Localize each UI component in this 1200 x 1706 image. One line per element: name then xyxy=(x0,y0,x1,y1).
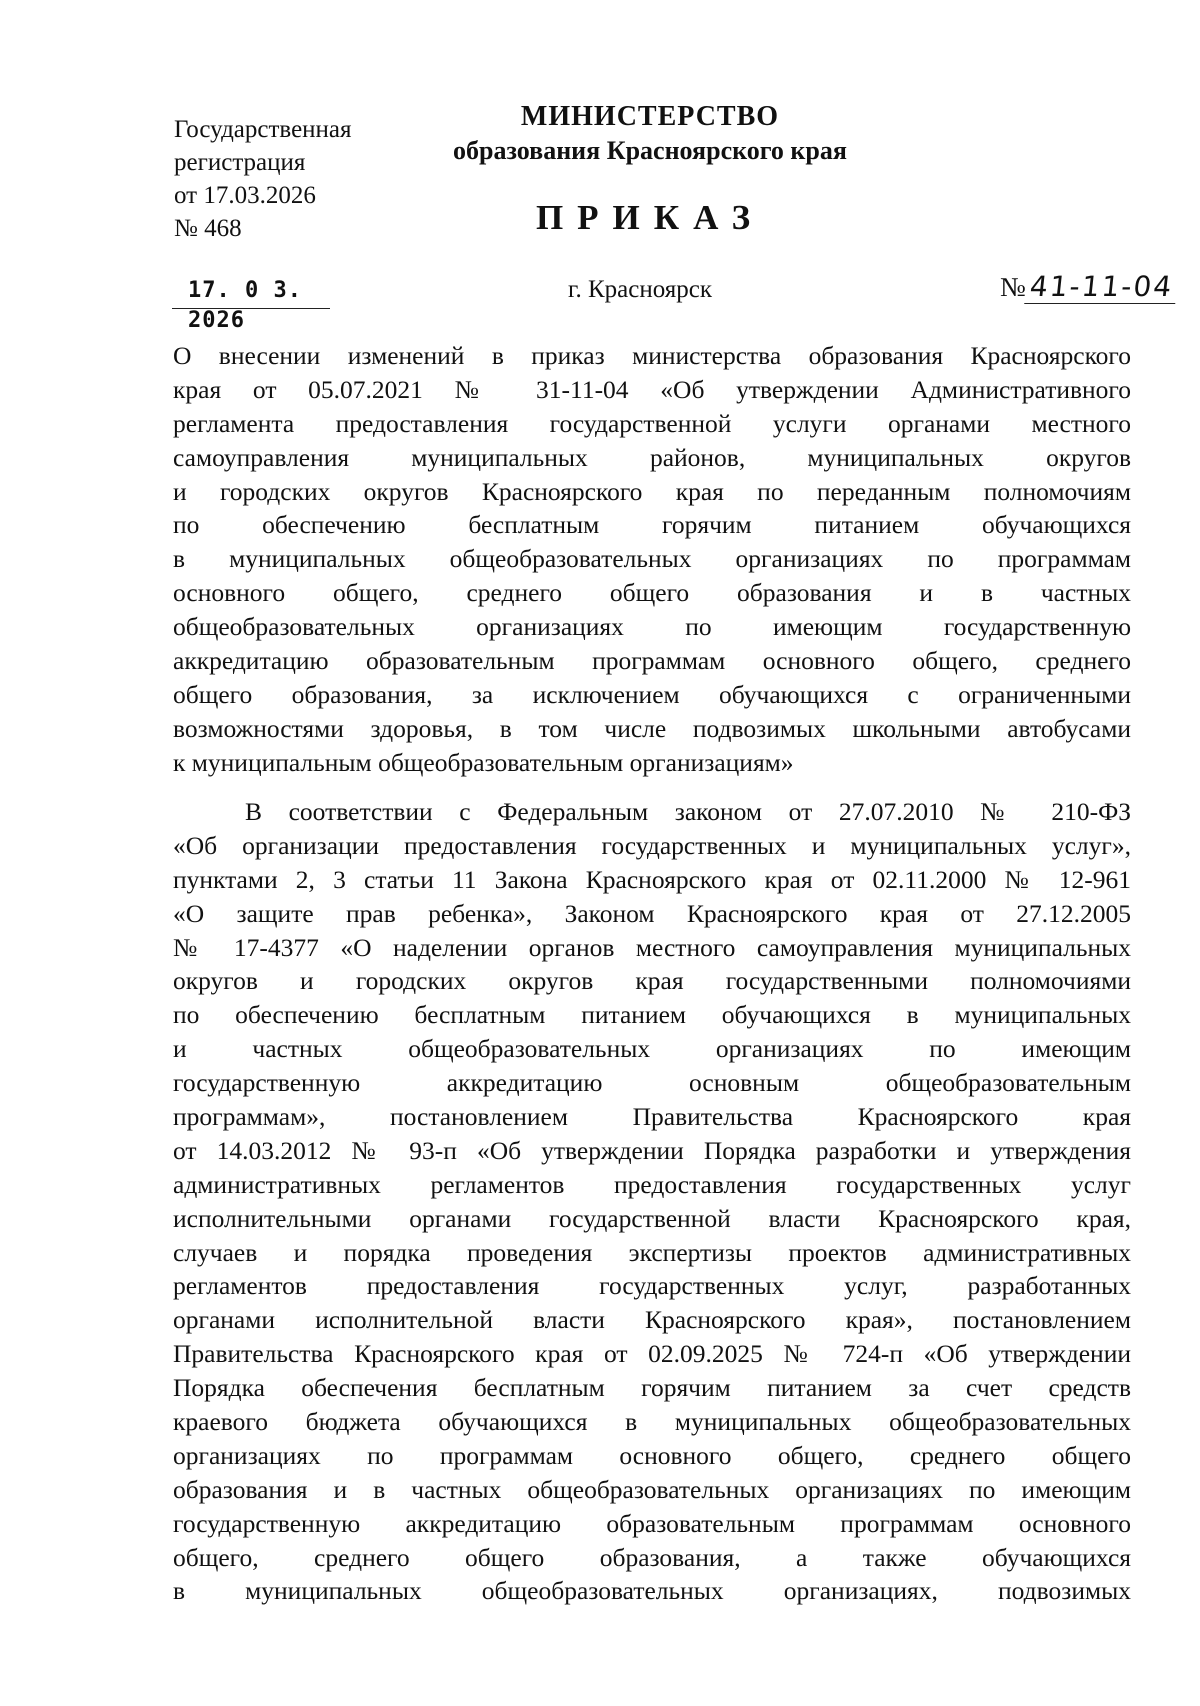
order-number xyxy=(1000,270,1177,304)
document-type-title: ПРИКАЗ xyxy=(535,198,765,237)
subject-line: аккредитацию образовательным программам основного общего, среднего xyxy=(173,646,1131,676)
body-line: органами исполнительной власти Красноярского края», постановлением xyxy=(173,1305,1131,1335)
subject-line: к муниципальным общеобразовательным организациям» xyxy=(173,747,794,777)
subject-line: регламента предоставления государственной услуги органами местного xyxy=(173,408,1131,438)
registration-line: Государственная xyxy=(174,116,352,143)
body-line: исполнительными органами государственной власти Красноярского края, xyxy=(173,1203,1131,1233)
ministry-subtitle: образования Красноярского края xyxy=(453,136,847,165)
subject-line: О внесении изменений в приказ министерства образования Красноярского xyxy=(173,341,1131,370)
ministry-header xyxy=(430,100,870,168)
ministry-name: МИНИСТЕРСТВО xyxy=(520,101,780,132)
body-line: административных регламентов предоставления государственных услуг xyxy=(173,1169,1131,1199)
subject-line: основного общего, среднего общего образования и в частных xyxy=(173,578,1131,608)
body-line: краевого бюджета обучающихся в муниципальных общеобразовательных xyxy=(173,1407,1131,1437)
subject-line: края от 05.07.2021 № 31-11-04 «Об утверждении Административного xyxy=(173,374,1131,404)
body-line: в муниципальных общеобразовательных организациях, подвозимых xyxy=(173,1576,1131,1606)
body-line: организациях по программам основного общего, среднего общего xyxy=(173,1440,1131,1470)
body-line: Правительства Красноярского края от 02.09.2025 № 724-п «Об утверждении xyxy=(173,1339,1131,1369)
body-line: регламентов предоставления государственных услуг, разработанных xyxy=(173,1271,1131,1301)
body-line: общего, среднего общего образования, а также обучающихся xyxy=(173,1542,1131,1572)
subject-line: в муниципальных общеобразовательных организациях по программам xyxy=(173,544,1131,574)
body-line: государственную аккредитацию образовательным программам основного xyxy=(173,1508,1131,1538)
body-line: государственную аккредитацию основным общеобразовательным xyxy=(173,1068,1131,1098)
body-line: Порядка обеспечения бесплатным горячим питанием за счет средств xyxy=(173,1373,1131,1403)
body-line: образования и в частных общеобразовательных организациях по имеющим xyxy=(173,1474,1131,1504)
registration-line: регистрация xyxy=(174,149,306,176)
date-stamp: 17. 0 3. 2026 xyxy=(172,276,330,309)
subject-line: самоуправления муниципальных районов, муниципальных округов xyxy=(173,442,1131,472)
subject-line: возможностями здоровья, в том числе подвозимых школьными автобусами xyxy=(173,713,1131,743)
subject-line: и городских округов Красноярского края по переданным полномочиям xyxy=(173,476,1131,506)
body-line: пунктами 2, 3 статьи 11 Закона Красноярского края от 02.11.2000 № 12-961 xyxy=(173,864,1131,894)
registration-number: № 468 xyxy=(174,215,242,242)
body-line: «О защите прав ребенка», Законом Красноярского края от 27.12.2005 xyxy=(173,898,1131,928)
body-line: «Об организации предоставления государственных и муниципальных услуг», xyxy=(173,830,1131,860)
body-line: округов и городских округов края государственными полномочиями xyxy=(173,966,1131,996)
subject-line: общего образования, за исключением обучающихся с ограниченными xyxy=(173,679,1131,709)
body-line: от 14.03.2012 № 93-п «Об утверждении Порядка разработки и утверждения xyxy=(173,1135,1131,1165)
body-line: по обеспечению бесплатным питанием обучающихся в муниципальных xyxy=(173,1000,1131,1030)
body-line: случаев и порядка проведения экспертизы проектов административных xyxy=(173,1237,1131,1267)
body-line: В соответствии с Федеральным законом от 27.07.2010 № 210-ФЗ xyxy=(245,797,1131,826)
subject-line: по обеспечению бесплатным горячим питанием обучающихся xyxy=(173,510,1131,540)
registration-block xyxy=(174,113,352,245)
body-line: и частных общеобразовательных организациях по имеющим xyxy=(173,1034,1131,1064)
subject-line: общеобразовательных организациях по имеющим государственную xyxy=(173,612,1131,642)
handwritten-order-number: 41-11-04 xyxy=(1024,270,1179,304)
number-sign: № xyxy=(1000,272,1026,302)
body-line: программам», постановлением Правительства Красноярского края xyxy=(173,1102,1131,1132)
order-subject xyxy=(173,339,1131,780)
registration-date: от 17.03.2026 xyxy=(174,182,316,209)
order-body xyxy=(173,795,1131,1608)
body-line: № 17-4377 «О наделении органов местного самоуправления муниципальных xyxy=(173,932,1131,962)
city-label: г. Красноярск xyxy=(568,276,712,303)
